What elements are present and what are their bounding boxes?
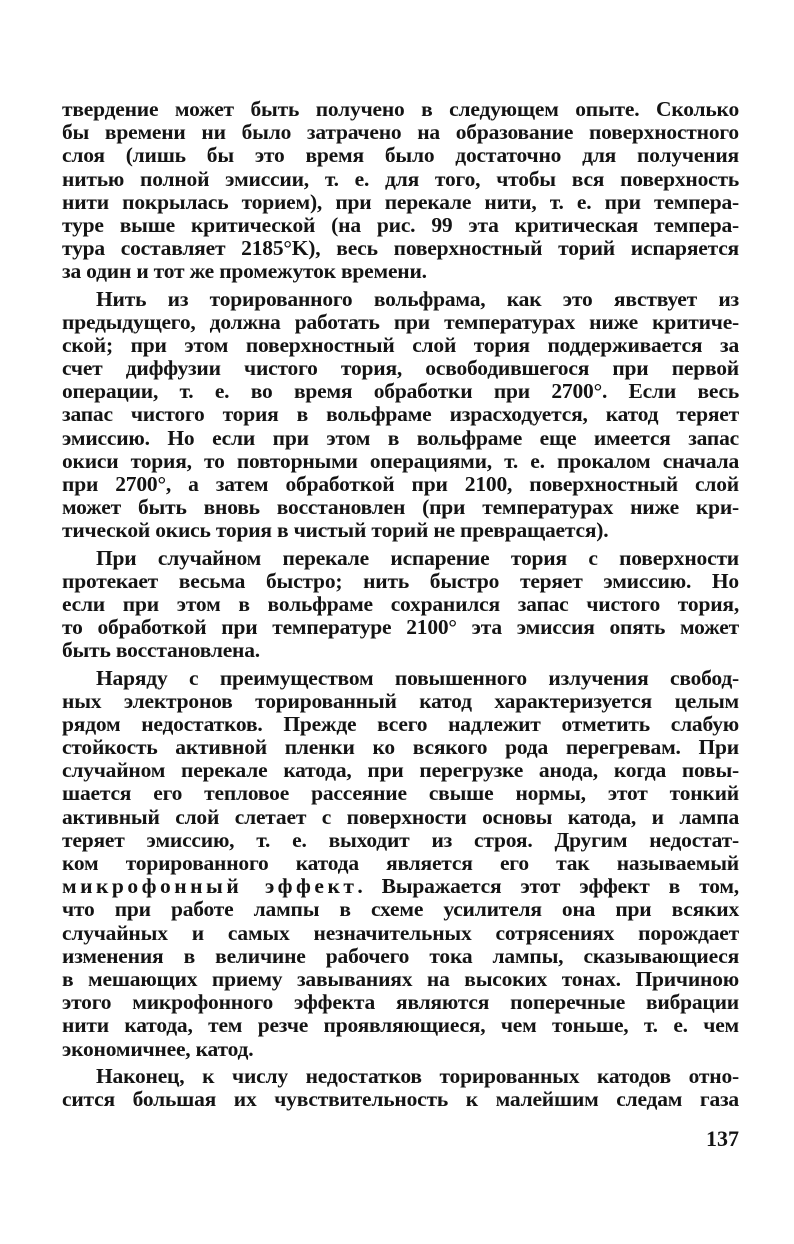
line-segment: . Выражается этот эффект в том, (357, 874, 739, 899)
text-line: ных электронов торированный катод характеризуется целым (62, 688, 739, 713)
paragraph (62, 288, 739, 543)
text-line: предыдущего, должна работать при температурах ниже критиче- (62, 309, 739, 334)
text-line: нити катода, тем резче проявляющиеся, чем тоньше, т. е. чем (62, 1013, 739, 1038)
text-line: Наряду с преимуществом повышенного излучения свобод- (96, 665, 739, 690)
text-line: шается его тепловое рассеяние свыше нормы, этот тонкий (62, 781, 739, 806)
text-line: что при работе лампы в схеме усилителя она при всяких (62, 897, 739, 922)
text-line: если при этом в вольфраме сохранился запас чистого тория, (62, 591, 739, 616)
text-line: быть восстановлена. (62, 638, 260, 663)
page-number: 137 (706, 1126, 739, 1151)
text-line: протекает весьма быстро; нить быстро теряет эмиссию. Но (62, 568, 739, 593)
paragraph (62, 547, 739, 663)
text-line: эмиссию. Но если при этом в вольфраме еще имеется запас (62, 425, 739, 450)
paragraph (62, 667, 739, 1061)
text-line: твердение может быть получено в следующем опыте. Сколько (62, 97, 739, 121)
text-line: ком торированного катода является его так называемый (62, 851, 739, 875)
text-line: запас чистого тория в вольфраме израсходуется, катод теряет (62, 402, 739, 427)
text-line: сится большая их чувствительность к малейшим следам газа (62, 1086, 739, 1111)
text-line: может быть вновь восстановлен (при температурах ниже кри- (62, 495, 739, 520)
text-line: бы времени ни было затрачено на образование поверхностного (62, 120, 739, 145)
text-line: то обработкой при температуре 2100° эта эмиссия опять может (62, 615, 739, 640)
text-line: стойкость активной пленки ко всякого рода перегревам. При (62, 735, 739, 760)
text-line: ской; при этом поверхностный слой тория поддерживается за (62, 332, 739, 357)
text-line: экономичнее, катод. (62, 1036, 254, 1061)
text-line (62, 875, 739, 898)
text-line: нитью полной эмиссии, т. е. для того, чтобы вся поверхность (62, 166, 739, 191)
text-line: этого микрофонного эффекта являются поперечные вибрации (62, 990, 739, 1015)
text-line: случайных и самых незначительных сотрясениях порождает (62, 920, 739, 945)
page-body-text (62, 98, 739, 1115)
text-line: случайном перекале катода, при перегрузке анода, когда повы- (62, 758, 739, 783)
text-line: за один и тот же промежуток времени. (62, 259, 427, 284)
text-line: операции, т. е. во время обработки при 2700°. Если весь (62, 379, 739, 404)
text-line: активный слой слетает с поверхности основы катода, и лампа (62, 804, 739, 829)
spaced-emphasis: микрофонный эффект (62, 874, 358, 899)
text-line: нити покрылась торием), при перекале нити, т. е. при темпера- (62, 189, 739, 214)
text-line: теряет эмиссию, т. е. выходит из строя. Другим недостат- (62, 827, 739, 852)
text-line: при 2700°, а затем обработкой при 2100, поверхностный слой (62, 472, 739, 496)
paragraph (62, 98, 739, 284)
text-line: туре выше критической (на рис. 99 эта критическая темпера- (62, 212, 739, 237)
text-line: окиси тория, то повторными операциями, т. е. прокалом сначала (62, 448, 739, 473)
text-line: Наконец, к числу недостатков торированных катодов отно- (96, 1063, 739, 1088)
text-line: рядом недостатков. Прежде всего надлежит отметить слабую (62, 711, 739, 736)
text-line: При случайном перекале испарение тория с поверхности (96, 545, 739, 570)
text-line: счет диффузии чистого тория, освободившегося при первой (62, 356, 739, 381)
paragraph (62, 1065, 739, 1111)
text-line: изменения в величине рабочего тока лампы, сказывающиеся (62, 943, 739, 968)
text-line: слоя (лишь бы это время было достаточно для получения (62, 143, 739, 168)
text-line: в мешающих приему завываниях на высоких тонах. Причиною (62, 966, 739, 991)
text-line: тической окись тория в чистый торий не превращается). (62, 518, 609, 543)
text-line: Нить из торированного вольфрама, как это явствует из (96, 286, 739, 311)
text-line: тура составляет 2185°K), весь поверхностный торий испаряется (62, 236, 739, 261)
